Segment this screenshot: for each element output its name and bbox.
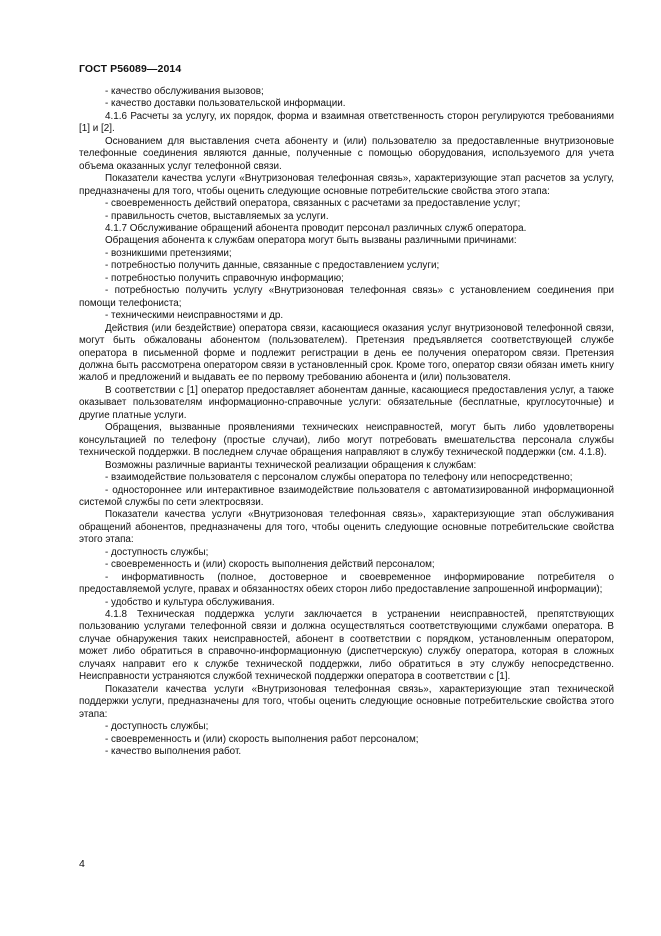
list-item: - качество доставки пользовательской информации. [105,98,346,110]
body-paragraph: 4.1.6 Расчеты за услугу, их порядок, форма и взаимная ответственность сторон регулируются требованиями [1] и [2]. [79,110,614,135]
list-item: - доступность службы; [105,546,209,558]
list-item: - потребностью получить справочную информацию; [105,272,344,284]
body-paragraph: Показатели качества услуги «Внутризоновая телефонная связь», характеризующие этап обслуживания обращений абонентов, предназначены для того, чтобы оценить следующие основные потребительские свойства этого этапа: [79,509,614,546]
body-paragraph: Обращения абонента к службам оператора могут быть вызваны различными причинами: [105,235,517,247]
list-item: - потребностью получить услугу «Внутризоновая телефонная связь» с установлением соединения при помощи телефониста; [79,285,614,309]
list-item: - техническими неисправностями и др. [105,310,284,322]
body-paragraph: Показатели качества услуги «Внутризоновая телефонная связь», характеризующие этап расчетов за услугу, предназначены для того, чтобы оценить следующие основные потребительские свойства этого этапа: [79,173,614,197]
list-item: - правильность счетов, выставляемых за услуги. [105,210,329,222]
list-item: - своевременность действий оператора, связанных с расчетами за предоставление услуг; [105,198,521,210]
list-item: - возникшими претензиями; [105,247,232,259]
list-item: - удобство и культура обслуживания. [105,596,275,608]
page-number: 4 [79,858,85,870]
list-item: - качество обслуживания вызовов; [105,86,264,97]
list-item: - качество выполнения работ. [105,746,242,758]
body-paragraph: 4.1.8 Техническая поддержка услуги заключается в устранении неисправностей, препятствующих пользованию услугами телефонной связи и должна осуществляться соответствующими службами оператора. В случае обнаружения таких неисправностей, абонент в соответствии с порядком, установленным оператором, может либо обратиться в справочно-информационную (диспетчерскую) службу оператора, которая в сложных случаях направит его к службе технической поддержки, либо обратиться в эту службу непосредственно. Неисправности устраняются службой технической поддержки оператора в соответствии с [1]. [79,609,614,683]
body-paragraph: Действия (или бездействие) оператора связи, касающиеся оказания услуг внутризоновой телефонной связи, могут быть обжалованы абонентом (пользователем). Претензия предъявляется соответствующей службе оператора в письменной форме и подлежит регистрации в день ее получения оператором связи. Претензия должна быть рассмотрена оператором связи в установленный срок. Кроме того, оператор связи обязан иметь книгу жалоб и предложений и выдавать ее по первому требованию абонента и (или) пользователя. [79,322,614,384]
list-item: - одностороннее или интерактивное взаимодействие пользователя с автоматизированной информационной системой службы по сети электросвязи. [79,484,614,508]
list-item: - взаимодействие пользователя с персоналом службы оператора по телефону или непосредственно; [105,472,573,484]
standard-header: ГОСТ Р56089—2014 [79,63,182,75]
body-paragraph: Возможны различные варианты технической реализации обращения к службам: [105,459,477,471]
list-item: - своевременность и (или) скорость выполнения работ персоналом; [105,733,419,745]
body-paragraph: В соответствии с [1] оператор предоставляет абонентам данные, касающиеся предоставления услуг, а также оказывает пользователям информационно-справочные услуги: обязательные (бесплатные, круглосуточные) и другие платные услуги. [79,384,614,421]
body-paragraph: Показатели качества услуги «Внутризоновая телефонная связь», характеризующие этап технической поддержки услуги, предназначены для того, чтобы оценить следующие основные потребительские свойства этого этапа: [79,683,614,720]
body-paragraph: Обращения, вызванные проявлениями технических неисправностей, могут быть либо удовлетворены консультацией по телефону (простые случаи), либо могут потребовать вмешательства персонала службы технической поддержки. В последнем случае обращения направляют в службу технической поддержки (см. 4.1.8). [79,422,614,459]
list-item: - своевременность и (или) скорость выполнения действий персоналом; [105,559,435,571]
list-item: - информативность (полное, достоверное и своевременное информирование потребителя о предоставляемой услуге, правах и обязанностях обеих сторон либо предоставление запрошенной информации); [79,571,614,596]
list-item: - доступность службы; [105,721,209,733]
body-paragraph: Основанием для выставления счета абоненту и (или) пользователю за предоставленные внутризоновые телефонные соединения являются данные, полученные с помощью оборудования, используемого для учета объема оказанных услуг телефонной связи. [79,135,614,172]
list-item: - потребностью получить данные, связанные с предоставлением услуги; [105,260,440,272]
document-body [79,86,614,758]
body-paragraph: 4.1.7 Обслуживание обращений абонента проводит персонал различных служб оператора. [105,222,527,234]
